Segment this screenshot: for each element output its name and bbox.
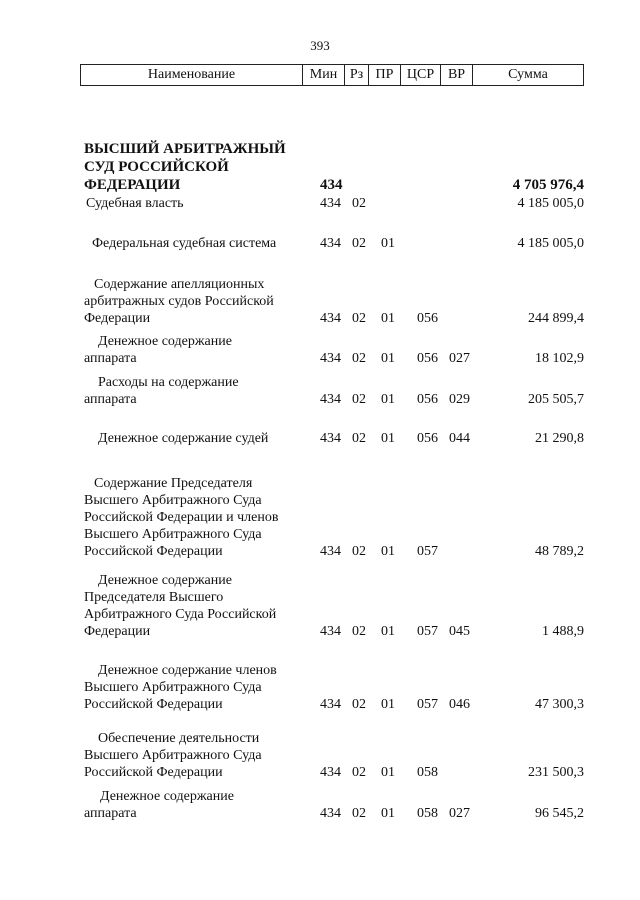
header-vr: ВР bbox=[441, 65, 473, 85]
cell-rz: 02 bbox=[352, 431, 366, 446]
cell-pr: 01 bbox=[381, 236, 395, 251]
row-name bbox=[84, 140, 302, 194]
cell-rz: 02 bbox=[352, 544, 366, 559]
cell-pr: 01 bbox=[381, 431, 395, 446]
row-name-line: Высшего Арбитражного Суда bbox=[84, 527, 262, 542]
cell-pr: 01 bbox=[381, 351, 395, 366]
cell-pr: 01 bbox=[381, 544, 395, 559]
cell-csr: 056 bbox=[417, 431, 438, 446]
cell-sum: 21 290,8 bbox=[535, 431, 584, 446]
row-name-line: Денежное содержание судей bbox=[98, 431, 269, 446]
cell-csr: 058 bbox=[417, 765, 438, 780]
cell-sum: 205 505,7 bbox=[528, 392, 584, 407]
cell-rz: 02 bbox=[352, 236, 366, 251]
header-min: Мин bbox=[303, 65, 345, 85]
cell-csr: 057 bbox=[417, 544, 438, 559]
cell-sum: 4 705 976,4 bbox=[512, 177, 584, 193]
page-number: 393 bbox=[310, 38, 330, 53]
row-name-line: Содержание Председателя bbox=[94, 476, 253, 491]
cell-min: 434 bbox=[320, 392, 341, 407]
cell-pr: 01 bbox=[381, 765, 395, 780]
row-name-line: Денежное содержание bbox=[98, 334, 232, 349]
row-name bbox=[84, 475, 302, 560]
cell-min: 434 bbox=[320, 196, 341, 211]
cell-pr: 01 bbox=[381, 697, 395, 712]
row-name-line: Денежное содержание bbox=[100, 789, 234, 804]
row-name bbox=[84, 572, 302, 640]
cell-min: 434 bbox=[320, 697, 341, 712]
cell-rz: 02 bbox=[352, 806, 366, 821]
cell-min: 434 bbox=[320, 544, 341, 559]
cell-sum: 1 488,9 bbox=[542, 624, 584, 639]
cell-pr: 01 bbox=[381, 806, 395, 821]
row-name-line: ВЫСШИЙ АРБИТРАЖНЫЙ bbox=[84, 141, 286, 157]
cell-sum: 244 899,4 bbox=[528, 311, 584, 326]
cell-rz: 02 bbox=[352, 196, 366, 211]
cell-rz: 02 bbox=[352, 311, 366, 326]
row-name-line: Высшего Арбитражного Суда bbox=[84, 748, 262, 763]
cell-min: 434 bbox=[320, 765, 341, 780]
cell-rz: 02 bbox=[352, 697, 366, 712]
cell-csr: 057 bbox=[417, 697, 438, 712]
row-name-line: аппарата bbox=[84, 351, 137, 366]
row-name-line: аппарата bbox=[84, 806, 137, 821]
cell-sum: 231 500,3 bbox=[528, 765, 584, 780]
cell-rz: 02 bbox=[352, 765, 366, 780]
cell-min: 434 bbox=[320, 236, 341, 251]
row-name bbox=[84, 333, 302, 367]
cell-sum: 48 789,2 bbox=[535, 544, 584, 559]
row-name-line: Судебная власть bbox=[86, 196, 184, 211]
row-name-line: Арбитражного Суда Российской bbox=[84, 607, 277, 622]
cell-sum: 47 300,3 bbox=[535, 697, 584, 712]
row-name-line: Высшего Арбитражного Суда bbox=[84, 680, 262, 695]
cell-min: 434 bbox=[320, 624, 341, 639]
cell-vr: 029 bbox=[449, 392, 470, 407]
cell-min: 434 bbox=[320, 351, 341, 366]
cell-min: 434 bbox=[320, 806, 341, 821]
cell-pr: 01 bbox=[381, 392, 395, 407]
row-name bbox=[84, 235, 302, 252]
cell-csr: 058 bbox=[417, 806, 438, 821]
cell-min: 434 bbox=[320, 311, 341, 326]
header-name: Наименование bbox=[81, 65, 303, 85]
cell-pr: 01 bbox=[381, 311, 395, 326]
cell-vr: 044 bbox=[449, 431, 470, 446]
row-name-line: Российской Федерации bbox=[84, 544, 223, 559]
table-header bbox=[80, 64, 584, 86]
cell-sum: 4 185 005,0 bbox=[517, 236, 584, 251]
row-name-line: Содержание апелляционных bbox=[94, 277, 265, 292]
cell-csr: 056 bbox=[417, 392, 438, 407]
cell-rz: 02 bbox=[352, 351, 366, 366]
row-name bbox=[84, 730, 302, 781]
cell-vr: 027 bbox=[449, 806, 470, 821]
row-name-line: Российской Федерации и членов bbox=[84, 510, 279, 525]
cell-vr: 045 bbox=[449, 624, 470, 639]
row-name bbox=[84, 662, 302, 713]
row-name-line: Федеральная судебная система bbox=[92, 236, 277, 251]
row-name-line: Расходы на содержание bbox=[98, 375, 239, 390]
row-name-line: Российской Федерации bbox=[84, 697, 223, 712]
cell-pr: 01 bbox=[381, 624, 395, 639]
row-name-line: Обеспечение деятельности bbox=[98, 731, 260, 746]
row-name-line: Федерации bbox=[84, 624, 151, 639]
cell-min: 434 bbox=[320, 177, 343, 193]
row-name-line: Высшего Арбитражного Суда bbox=[84, 493, 262, 508]
cell-vr: 046 bbox=[449, 697, 470, 712]
cell-sum: 4 185 005,0 bbox=[517, 196, 584, 211]
row-name-line: Федерации bbox=[84, 311, 151, 326]
header-rz: Рз bbox=[345, 65, 369, 85]
row-name bbox=[84, 276, 302, 327]
row-name-line: арбитражных судов Российской bbox=[84, 294, 274, 309]
cell-csr: 057 bbox=[417, 624, 438, 639]
cell-sum: 18 102,9 bbox=[535, 351, 584, 366]
row-name-line: Председателя Высшего bbox=[84, 590, 224, 605]
cell-min: 434 bbox=[320, 431, 341, 446]
header-pr: ПР bbox=[369, 65, 401, 85]
cell-sum: 96 545,2 bbox=[535, 806, 584, 821]
row-name-line: Денежное содержание членов bbox=[98, 663, 277, 678]
row-name-line: Денежное содержание bbox=[98, 573, 232, 588]
cell-vr: 027 bbox=[449, 351, 470, 366]
row-name-line: аппарата bbox=[84, 392, 137, 407]
row-name-line: СУД РОССИЙСКОЙ bbox=[84, 159, 229, 175]
cell-rz: 02 bbox=[352, 392, 366, 407]
row-name bbox=[84, 430, 302, 447]
header-csr: ЦСР bbox=[401, 65, 441, 85]
row-name bbox=[84, 788, 302, 822]
cell-csr: 056 bbox=[417, 351, 438, 366]
cell-csr: 056 bbox=[417, 311, 438, 326]
header-sum: Сумма bbox=[508, 67, 548, 82]
cell-rz: 02 bbox=[352, 624, 366, 639]
row-name bbox=[84, 195, 302, 212]
row-name bbox=[84, 374, 302, 408]
row-name-line: ФЕДЕРАЦИИ bbox=[84, 177, 181, 193]
row-name-line: Российской Федерации bbox=[84, 765, 223, 780]
